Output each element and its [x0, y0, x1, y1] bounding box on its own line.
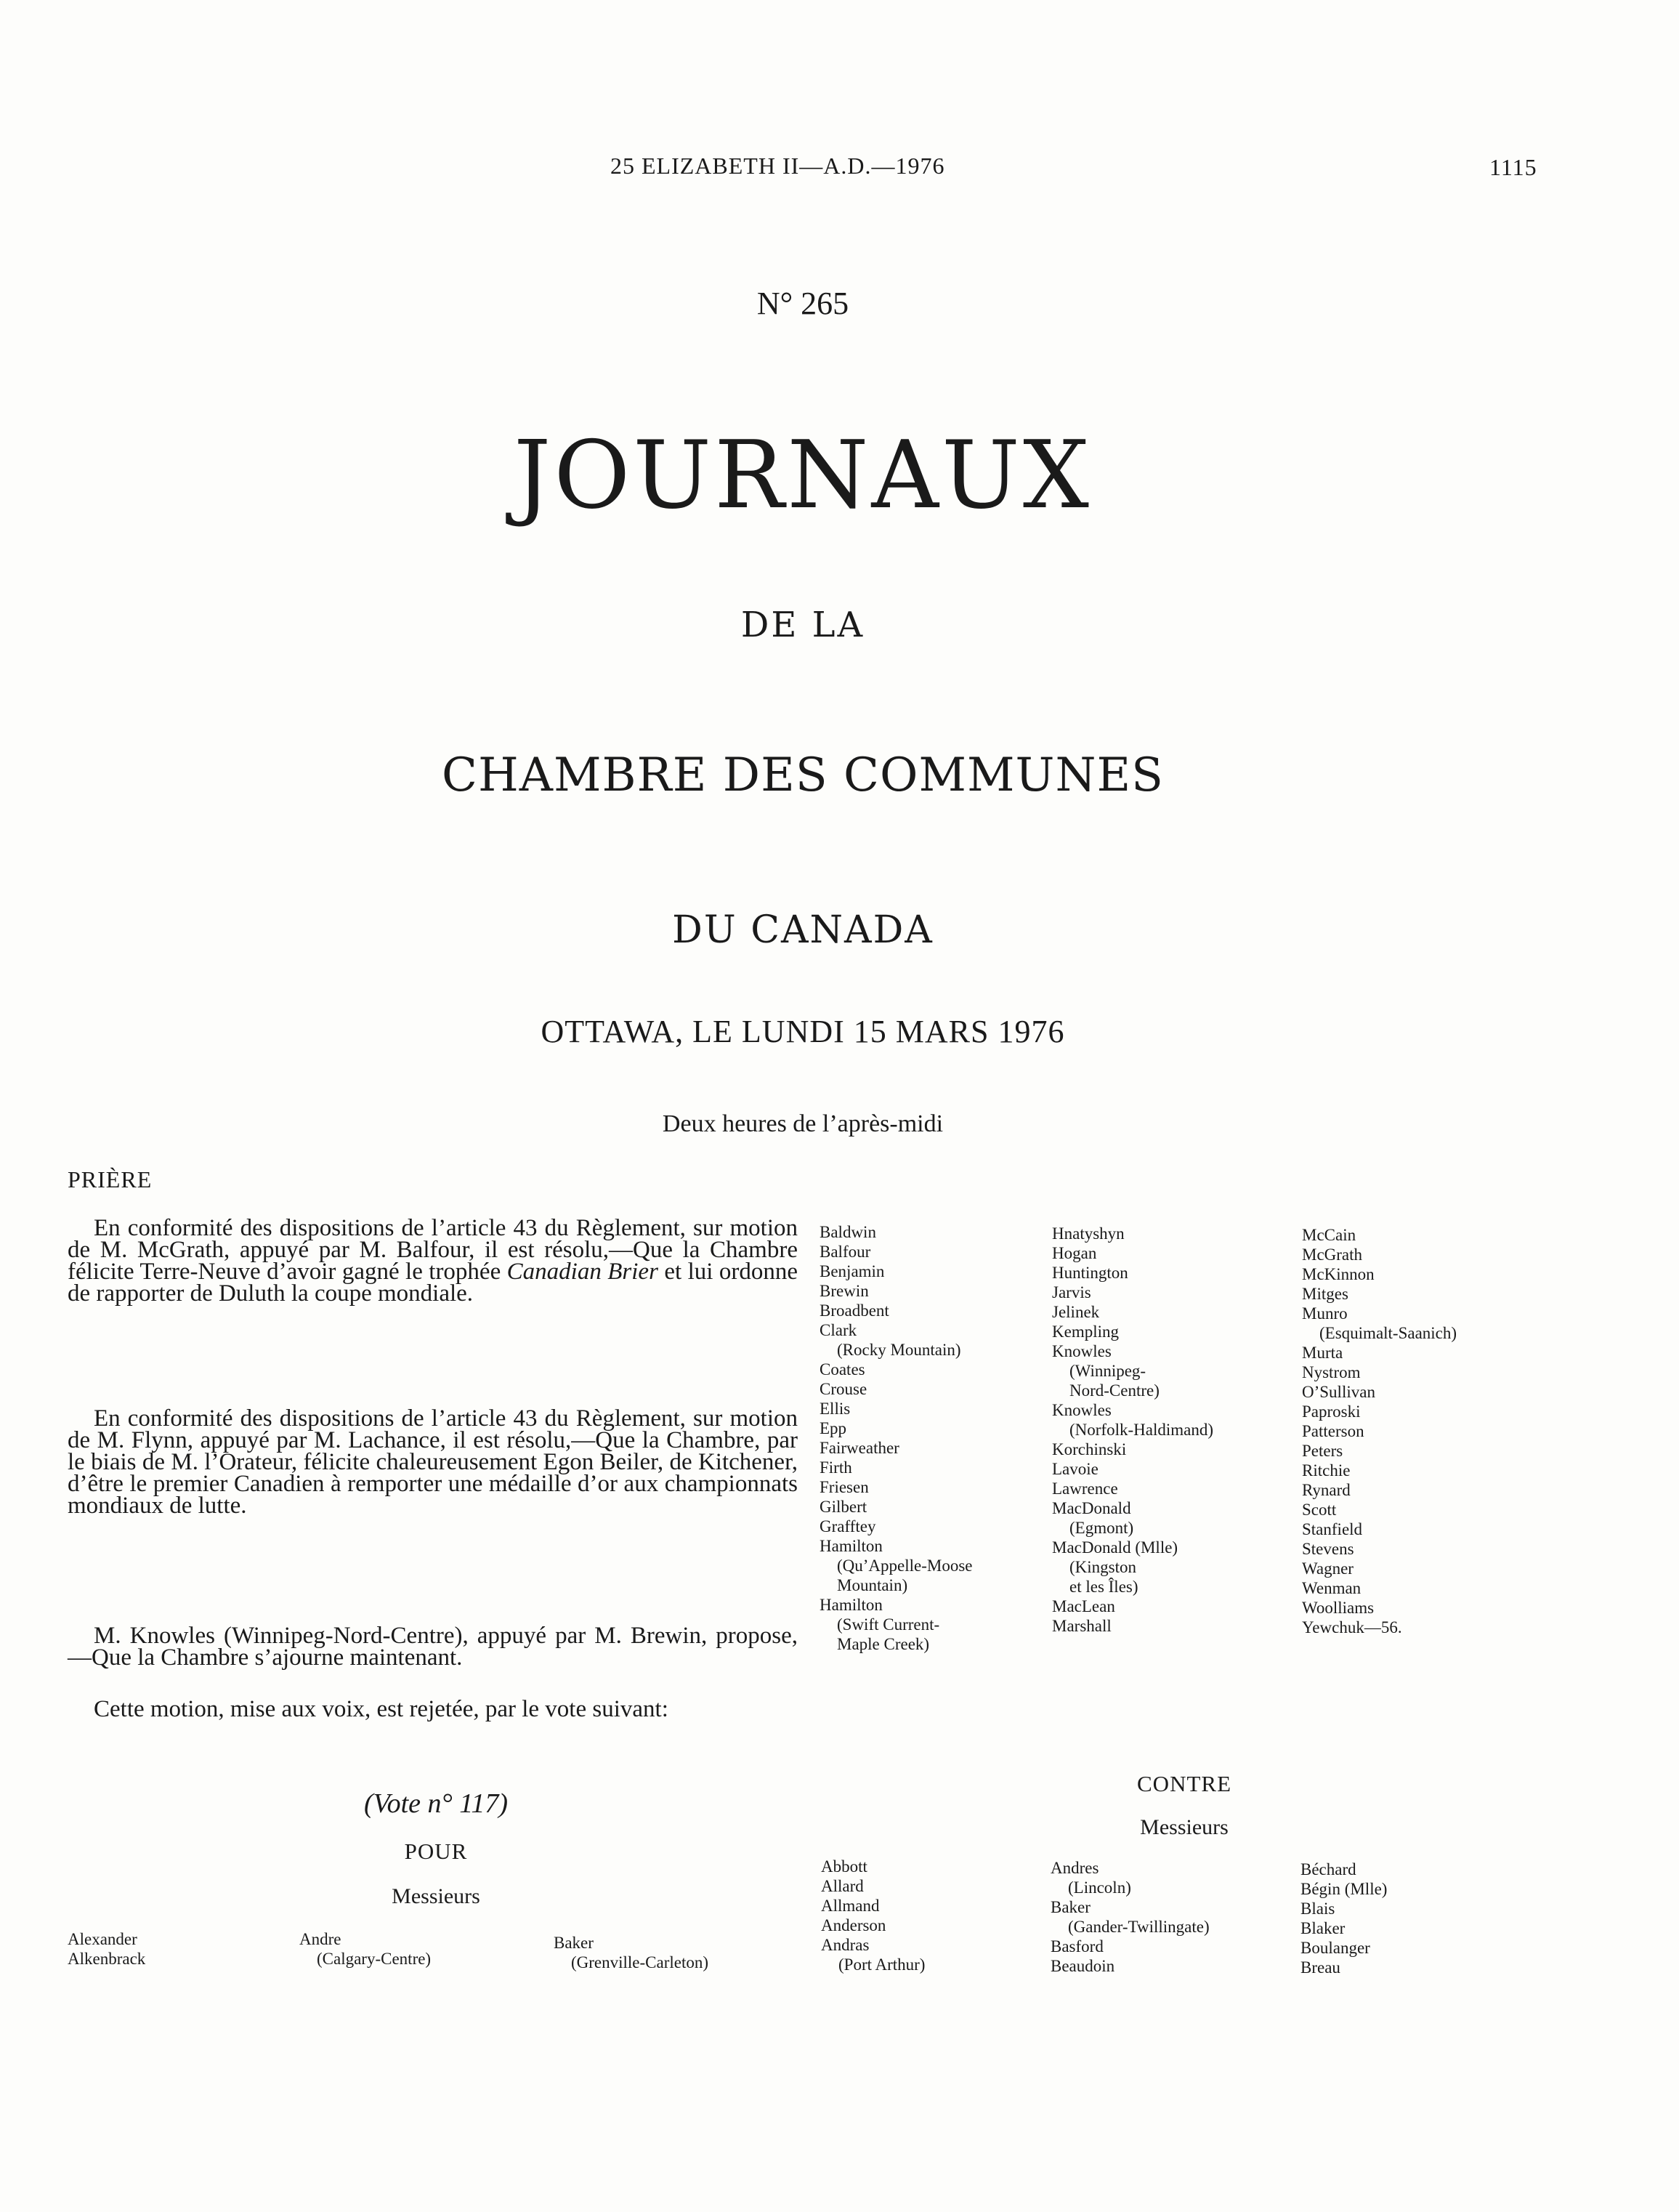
contre-name: Basford: [1051, 1937, 1104, 1955]
paragraph-motion-mcgrath: [68, 1215, 798, 1307]
pour-riding: (Kingston: [1069, 1558, 1136, 1576]
pour-name: Grafftey: [820, 1517, 876, 1535]
pour-name: Firth: [820, 1458, 852, 1477]
pour-name: Fairweather: [820, 1439, 899, 1457]
paragraph-motion-knowles: [68, 1623, 798, 1671]
pour-name: MacDonald: [1052, 1499, 1131, 1517]
pour-name: Marshall: [1052, 1617, 1112, 1635]
pour-name: O’Sullivan: [1302, 1383, 1375, 1401]
contre-name: Abbott: [821, 1857, 867, 1876]
pour-name: Clark: [820, 1321, 857, 1339]
pour-name: Jarvis: [1052, 1283, 1091, 1301]
pour-riding: et les Îles): [1069, 1578, 1138, 1596]
paragraph-motion-mcgrath-text: En conformité des dispositions de l’article 43 du Règlement, sur motion de M. McGrath, appuyé par M. Balfour, il est résolu,—Que la Chambre félicite Terre-Neuve d’avoir gagné le trophée: [68, 1215, 798, 1285]
title-du-canada: DU CANADA: [672, 908, 934, 952]
pour-name: Gilbert: [820, 1498, 867, 1516]
pour-riding: (Qu’Appelle-Moose: [837, 1557, 973, 1575]
pour-name: Hogan: [1052, 1244, 1097, 1262]
pour-name: Balfour: [820, 1243, 871, 1261]
contre-name: Béchard: [1300, 1860, 1356, 1878]
issue-number: N° 265: [756, 286, 849, 321]
pour-name: Jelinek: [1052, 1303, 1100, 1321]
pour-riding: (Winnipeg-: [1069, 1362, 1146, 1380]
pour-riding: Mountain): [837, 1576, 908, 1594]
pour-name: Murta: [1302, 1344, 1343, 1362]
pour-name: Lawrence: [1052, 1480, 1118, 1498]
title-chambre: CHAMBRE DES COMMUNES: [441, 748, 1165, 802]
pour-names-col2: [299, 1929, 431, 1969]
pour-right-col1: [820, 1222, 973, 1654]
pour-riding: (Grenville-Carleton): [571, 1953, 709, 1971]
pour-name: Peters: [1302, 1442, 1343, 1460]
pour-name: Hamilton: [820, 1537, 883, 1555]
pour-riding: (Rocky Mountain): [837, 1341, 961, 1359]
pour-name: McCain: [1302, 1226, 1356, 1244]
pour-name: Epp: [820, 1419, 847, 1437]
contre-name: Baker: [1051, 1898, 1091, 1916]
pour-name: Stevens: [1302, 1540, 1354, 1558]
session-date: OTTAWA, LE LUNDI 15 MARS 1976: [541, 1014, 1065, 1049]
pour-riding: (Egmont): [1069, 1519, 1134, 1537]
pour-name: Huntington: [1052, 1264, 1128, 1282]
contre-col1: [821, 1857, 925, 1974]
pour-riding: (Calgary-Centre): [317, 1950, 432, 1968]
contre-name: Andres: [1051, 1859, 1099, 1877]
pour-name: Stanfield: [1302, 1520, 1363, 1538]
pour-name: Alexander: [68, 1930, 137, 1948]
vote-number: (Vote n° 117): [363, 1788, 509, 1819]
contre-name: Blais: [1300, 1900, 1335, 1918]
contre-name: Bégin (Mlle): [1300, 1880, 1388, 1898]
pour-name: Ritchie: [1302, 1461, 1351, 1480]
contre-name: Breau: [1300, 1958, 1340, 1977]
pour-name: Kempling: [1052, 1323, 1119, 1341]
session-time: Deux heures de l’après-midi: [662, 1110, 944, 1137]
pour-riding: Maple Creek): [837, 1635, 930, 1653]
paragraph-motion-flynn-text: En conformité des dispositions de l’article 43 du Règlement, sur motion de M. Flynn, appuyé par M. Lachance, il est résolu,—Que la Chambre, par le biais de M. l’Orateur, félicite chaleureusement Egon Beiler, de Kitchener, d’être le premier Canadien à remporter une médaille d’or aux championnats mondiaux de lutte.: [68, 1405, 798, 1519]
pour-riding: Nord-Centre): [1069, 1381, 1160, 1400]
pour-name: Friesen: [820, 1478, 869, 1496]
pour-names-col3: [554, 1933, 708, 1972]
contre-riding: (Gander-Twillingate): [1068, 1918, 1210, 1936]
pour-name: Korchinski: [1052, 1440, 1127, 1458]
pour-name: McKinnon: [1302, 1265, 1375, 1283]
contre-name: Andras: [821, 1936, 870, 1954]
pour-name: Baker: [554, 1934, 594, 1952]
paragraph-motion-mcgrath-end: et lui ordonne de rapporter de Duluth la coupe mondiale.: [68, 1259, 798, 1307]
paragraph-motion-flynn: [68, 1405, 798, 1519]
pour-name: Baldwin: [820, 1223, 876, 1241]
contre-col3: [1300, 1860, 1387, 1977]
contre-heading: CONTRE: [1137, 1771, 1231, 1796]
contre-messieurs: Messieurs: [1140, 1815, 1229, 1839]
pour-name: Nystrom: [1302, 1363, 1361, 1381]
pour-name: Andre: [299, 1930, 341, 1948]
pour-name: Knowles: [1052, 1401, 1112, 1419]
pour-riding: (Norfolk-Haldimand): [1069, 1421, 1213, 1439]
pour-heading: POUR: [404, 1838, 468, 1864]
pour-name: MacDonald (Mlle): [1052, 1538, 1178, 1557]
pour-name: Knowles: [1052, 1342, 1112, 1360]
pour-name: Hnatyshyn: [1052, 1224, 1125, 1243]
pour-right-col2: [1052, 1224, 1213, 1636]
pour-name: Wenman: [1302, 1579, 1362, 1597]
pour-name: Hamilton: [820, 1596, 883, 1614]
running-header: 25 ELIZABETH II—A.D.—1976: [610, 153, 945, 179]
pour-riding: (Esquimalt-Saanich): [1319, 1324, 1457, 1342]
contre-name: Anderson: [821, 1916, 886, 1934]
pour-name: Scott: [1302, 1501, 1337, 1519]
pour-name: Coates: [820, 1360, 865, 1379]
pour-name: Paproski: [1302, 1402, 1361, 1421]
paragraph-motion-mcgrath-italic: Canadian Brier: [506, 1259, 658, 1285]
pour-name: Lavoie: [1052, 1460, 1099, 1478]
pour-name: Broadbent: [820, 1301, 889, 1320]
paragraph-vote-result: [68, 1698, 798, 1720]
contre-name: Boulanger: [1300, 1939, 1370, 1957]
pour-name: Wagner: [1302, 1559, 1354, 1578]
section-priere: PRIÈRE: [68, 1166, 153, 1192]
paragraph-motion-knowles-text: M. Knowles (Winnipeg-Nord-Centre), appuyé par M. Brewin, propose,—Que la Chambre s’ajourne maintenant.: [68, 1623, 798, 1671]
pour-name: Mitges: [1302, 1285, 1348, 1303]
contre-col2: [1051, 1858, 1210, 1976]
contre-name: Allard: [821, 1877, 864, 1895]
pour-name: Yewchuk—56.: [1302, 1618, 1402, 1636]
paragraph-vote-result-text: Cette motion, mise aux voix, est rejetée, par le vote suivant:: [94, 1696, 668, 1722]
pour-name: Patterson: [1302, 1422, 1364, 1440]
pour-name: McGrath: [1302, 1246, 1363, 1264]
pour-name: Rynard: [1302, 1481, 1351, 1499]
title-journaux: JOURNAUX: [514, 421, 1092, 530]
contre-name: Blaker: [1300, 1919, 1346, 1937]
pour-name: Crouse: [820, 1380, 867, 1398]
pour-name: MacLean: [1052, 1597, 1115, 1615]
pour-riding: (Swift Current-: [837, 1615, 940, 1634]
contre-name: Beaudoin: [1051, 1957, 1115, 1975]
pour-name: Ellis: [820, 1400, 851, 1418]
contre-riding: (Lincoln): [1068, 1878, 1131, 1897]
pour-name: Munro: [1302, 1304, 1348, 1323]
pour-name: Brewin: [820, 1282, 869, 1300]
pour-name: Woolliams: [1302, 1599, 1375, 1617]
pour-name: Alkenbrack: [68, 1950, 146, 1968]
pour-messieurs: Messieurs: [392, 1884, 480, 1908]
contre-riding: (Port Arthur): [838, 1955, 926, 1974]
pour-name: Benjamin: [820, 1262, 885, 1280]
pour-names-col1: [68, 1929, 145, 1969]
contre-name: Allmand: [821, 1897, 880, 1915]
pour-right-col3: [1302, 1225, 1457, 1637]
title-de-la: DE LA: [740, 605, 865, 645]
page-number: 1115: [1489, 154, 1537, 180]
